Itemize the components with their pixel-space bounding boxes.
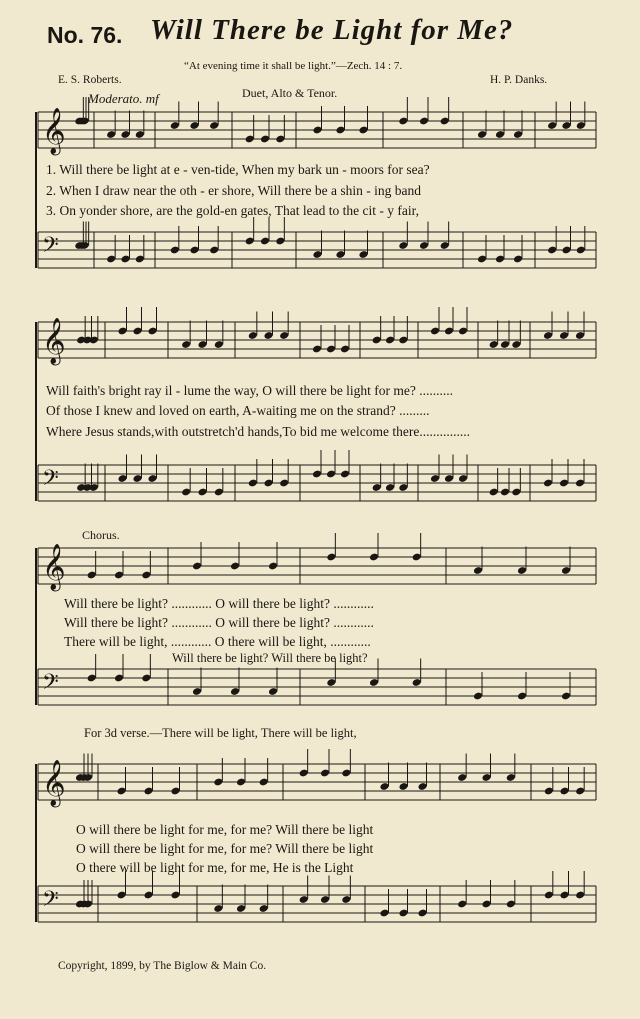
lyric-bass-cue: Will there be light? Will there be light? bbox=[172, 651, 368, 665]
tempo-marking: Moderato. mf bbox=[88, 91, 159, 106]
lyric-system3-verse2: Will there be light? ............ O will there be light? ............ bbox=[64, 615, 374, 630]
svg-text:𝄢: 𝄢 bbox=[42, 887, 59, 917]
svg-text:𝄞: 𝄞 bbox=[42, 108, 66, 154]
lyric-system3-verse1: Will there be light? ............ O will there be light? ............ bbox=[64, 596, 374, 611]
svg-text:𝄢: 𝄢 bbox=[42, 233, 59, 263]
scripture-reference: “At evening time it shall be light.”—Zech. 14 : 7. bbox=[184, 60, 403, 72]
hymn-number: No. 76. bbox=[47, 22, 123, 48]
lyric-system3-verse3: There will be light, ............ O there will be light, ............ bbox=[64, 634, 371, 649]
lyric-system1-verse2: 2. When I draw near the oth - er shore, Will there be a shin - ing band bbox=[46, 183, 421, 198]
lyric-system2-verse2: Of those I knew and loved on earth, A-waiting me on the strand? ......... bbox=[46, 403, 430, 418]
svg-text:𝄞: 𝄞 bbox=[42, 760, 66, 806]
chorus-label: Chorus. bbox=[82, 528, 120, 542]
author-credit: E. S. Roberts. bbox=[58, 74, 122, 86]
lyric-system2-verse1: Will faith's bright ray il - lume the way, O will there be light for me? .......... bbox=[46, 383, 454, 398]
lyric-system4-verse1: O will there be light for me, for me? Will there be light bbox=[76, 822, 374, 837]
voicing-marking: Duet, Alto & Tenor. bbox=[242, 86, 338, 100]
hymn-title: Will There be Light for Me? bbox=[150, 14, 514, 46]
svg-text:𝄞: 𝄞 bbox=[42, 544, 66, 590]
composer-credit: H. P. Danks. bbox=[490, 74, 548, 86]
lyric-system4-verse3: O there will be light for me, for me, He is the Light bbox=[76, 860, 354, 875]
lyric-system2-verse3: Where Jesus stands,with outstretch'd hands,To bid me welcome there............... bbox=[46, 424, 471, 439]
third-verse-note: For 3d verse.—There will be light, There will be light, bbox=[84, 726, 357, 740]
svg-text:𝄞: 𝄞 bbox=[42, 318, 66, 364]
lyric-system4-verse2: O will there be light for me, for me? Will there be light bbox=[76, 841, 374, 856]
copyright-notice: Copyright, 1899, by The Biglow & Main Co. bbox=[58, 960, 267, 972]
svg-text:𝄢: 𝄢 bbox=[42, 670, 59, 700]
svg-text:𝄢: 𝄢 bbox=[42, 466, 59, 496]
lyric-system1-verse1: 1. Will there be light at e - ven-tide, When my bark un - moors for sea? bbox=[46, 162, 430, 177]
lyric-system1-verse3: 3. On yonder shore, are the gold-en gates, That lead to the cit - y fair, bbox=[46, 203, 419, 218]
